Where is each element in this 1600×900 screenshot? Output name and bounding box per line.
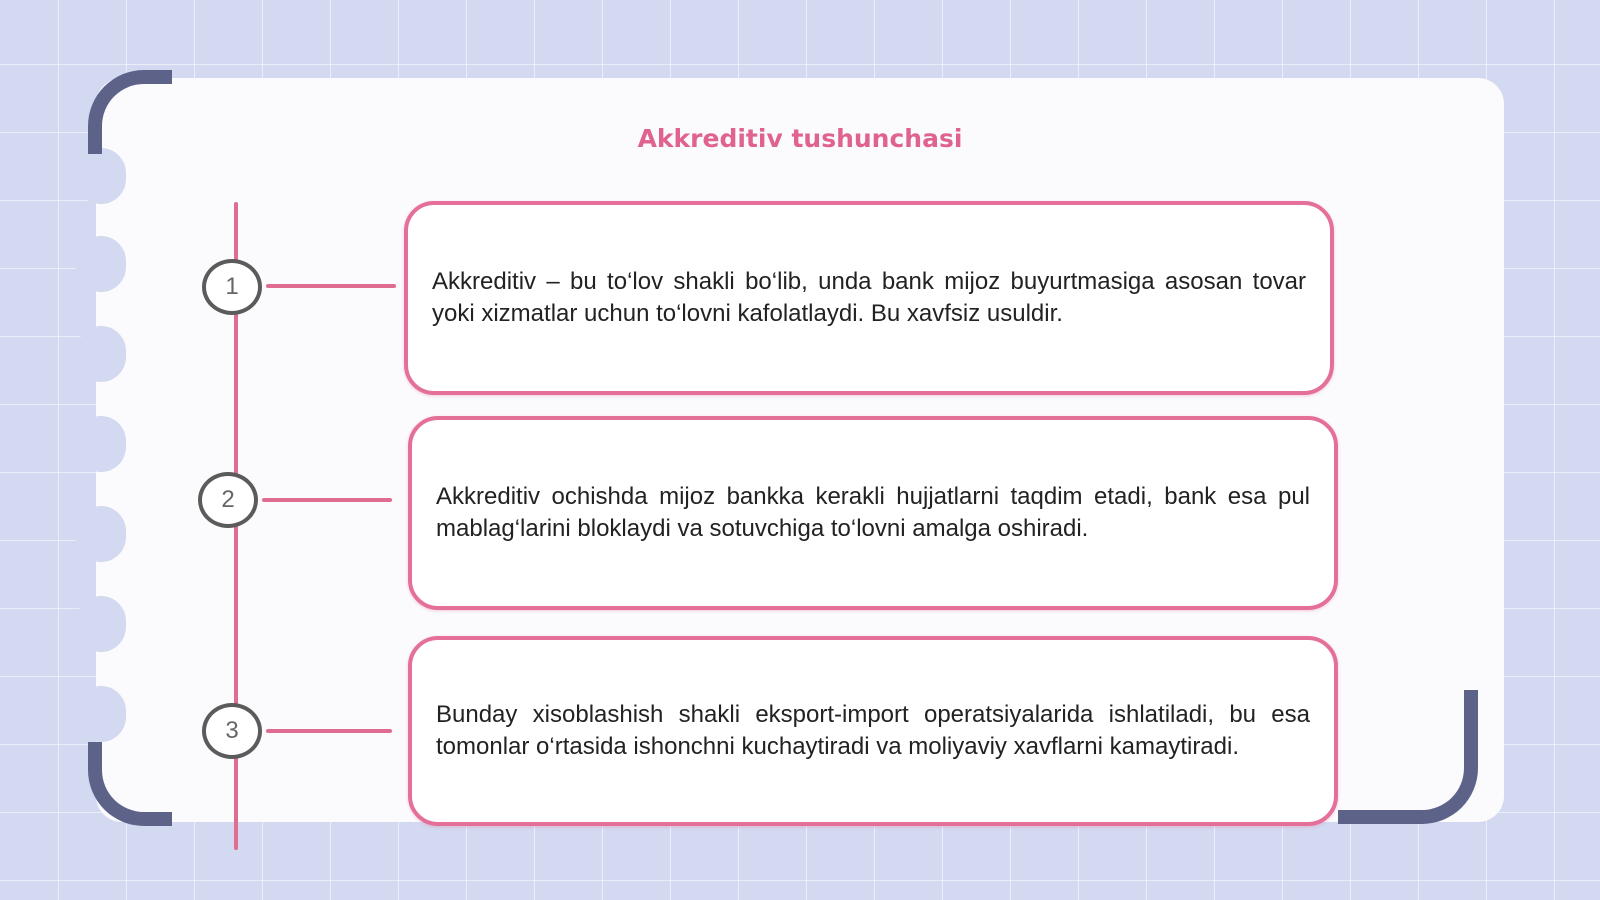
step-number-3: 3 [202, 703, 262, 759]
card-notch [76, 236, 126, 292]
step-box-3 [408, 636, 1338, 826]
card-notch [76, 506, 126, 562]
card-notch [76, 686, 126, 742]
card-notch [76, 596, 126, 652]
step-box-2 [408, 416, 1338, 610]
step-text-2: Akkreditiv ochishda mijoz bankka kerakli hujjatlarni taqdim etadi, bank esa pul mablag‘larini bloklaydi va sotuvchiga to‘lovni amalga oshiradi. [436, 483, 1310, 542]
step-number-2: 2 [198, 472, 258, 528]
corner-bracket-bottom-left [88, 742, 172, 826]
slide-title: Akkreditiv tushunchasi [637, 124, 963, 153]
step-number-1: 1 [202, 259, 262, 315]
step-text-3: Bunday xisoblashish shakli eksport-import operatsiyalarida ishlatiladi, bu esa tomonlar o‘rtasida ishonchni kuchaytiradi va moliyaviy xavflarni kamaytiradi. [436, 701, 1310, 760]
card-notch [76, 148, 126, 204]
corner-bracket-bottom-right [1338, 690, 1478, 824]
connector-line-1 [266, 284, 396, 288]
step-text-1: Akkreditiv – bu to‘lov shakli bo‘lib, unda bank mijoz buyurtmasiga asosan tovar yoki xizmatlar uchun to‘lovni kafolatlaydi. Bu xavfsiz usuldir. [432, 268, 1306, 327]
card-notch [76, 326, 126, 382]
connector-line-2 [262, 498, 392, 502]
connector-line-3 [266, 729, 392, 733]
step-box-1 [404, 201, 1334, 395]
card-notch [76, 416, 126, 472]
